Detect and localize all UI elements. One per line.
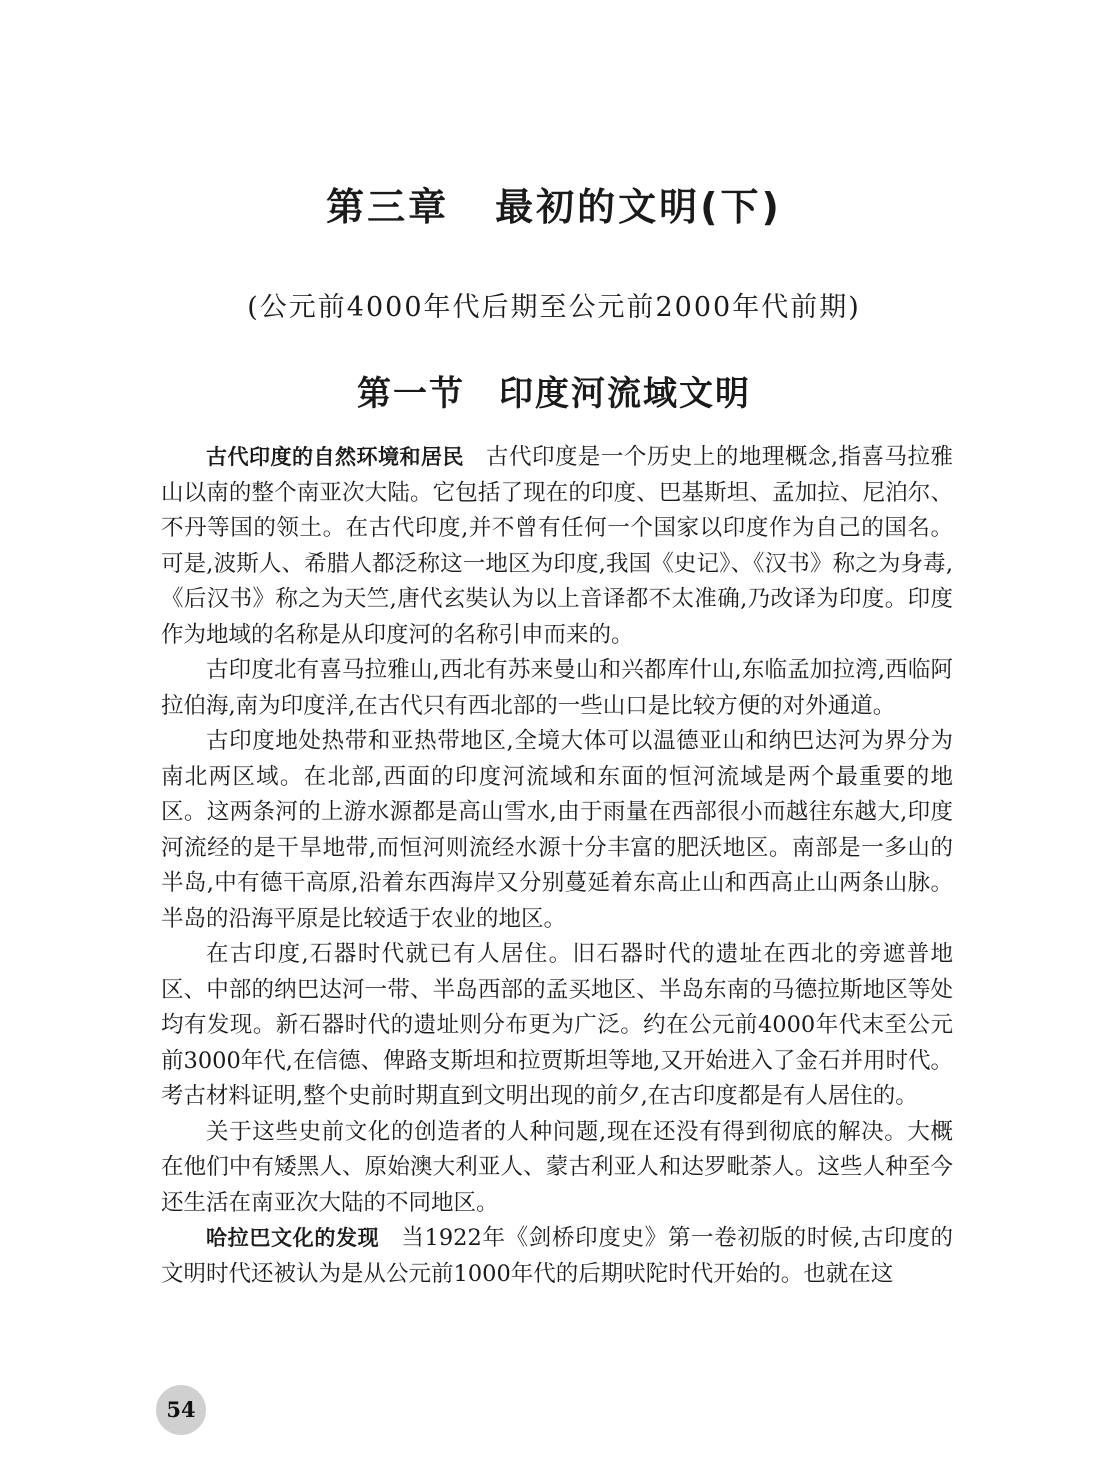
paragraph-text: 古印度地处热带和亚热带地区,全境大体可以温德亚山和纳巴达河为界分为南北两区域。在北部,西面的印度河流域和东面的恒河流域是两个最重要的地区。这两条河的上游水源都是高山雪水,由于雨量在西部很小而越往东越大,印度河流经的是干旱地带,而恒河则流经水源十分丰富的肥沃地区。南部是一多山的半岛,中有德干高原,沿着东西海岸又分别蔓延着东高止山和西高止山两条山脉。半岛的沿海平原是比较适于农业的地区。 xyxy=(161,728,953,932)
body-text xyxy=(161,440,953,1292)
chapter-period: (公元前4000年代后期至公元前2000年代前期) xyxy=(247,292,861,323)
paragraph xyxy=(161,1221,953,1292)
paragraph-text: 在古印度,石器时代就已有人居住。旧石器时代的遗址在西北的旁遮普地区、中部的纳巴达河一带、半岛西部的孟买地区、半岛东南的马德拉斯地区等处均有发现。新石器时代的遗址则分布更为广泛。约在公元前4000年代末至公元前3000年代,在信德、俾路支斯坦和拉贾斯坦等地,又开始进入了金石并用时代。考古材料证明,整个史前时期直到文明出现的前夕,在古印度都是有人居住的。 xyxy=(161,941,953,1109)
topic-heading: 哈拉巴文化的发现 xyxy=(206,1226,380,1250)
paragraph-text: 当1922年《剑桥印度史》第一卷初版的时候,古印度的文明时代还被认为是从公元前1000年代的后期吠陀时代开始的。也就在这 xyxy=(161,1225,953,1287)
paragraph xyxy=(161,653,953,724)
page-number: 54 xyxy=(156,1385,206,1435)
chapter-number: 第三章 xyxy=(326,185,450,229)
paragraph xyxy=(161,937,953,1115)
section-title xyxy=(0,366,1108,415)
paragraph xyxy=(161,724,953,937)
paragraph-text: 古印度北有喜马拉雅山,西北有苏来曼山和兴都库什山,东临孟加拉湾,西临阿拉伯海,南为印度洋,在古代只有西北部的一些山口是比较方便的对外通道。 xyxy=(161,657,953,719)
paragraph-text: 古代印度是一个历史上的地理概念,指喜马拉雅山以南的整个南亚次大陆。它包括了现在的印度、巴基斯坦、孟加拉、尼泊尔、不丹等国的领土。在古代印度,并不曾有任何一个国家以印度作为自己的国名。可是,波斯人、希腊人都泛称这一地区为印度,我国《史记》、《汉书》称之为身毒,《后汉书》称之为天竺,唐代玄奘认为以上音译都不太准确,乃改译为印度。印度作为地域的名称是从印度河的名称引申而来的。 xyxy=(161,444,954,648)
topic-heading: 古代印度的自然环境和居民 xyxy=(206,445,464,469)
paragraph xyxy=(161,1115,953,1222)
chapter-name: 最初的文明(下) xyxy=(495,185,782,229)
section-number: 第一节 xyxy=(357,374,465,414)
paragraph-text: 关于这些史前文化的创造者的人种问题,现在还没有得到彻底的解决。大概在他们中有矮黑人、原始澳大利亚人、蒙古利亚人和达罗毗荼人。这些人种至今还生活在南亚次大陆的不同地区。 xyxy=(161,1118,953,1216)
section-name: 印度河流域文明 xyxy=(499,374,751,414)
paragraph xyxy=(161,440,953,653)
chapter-title xyxy=(0,176,1108,231)
